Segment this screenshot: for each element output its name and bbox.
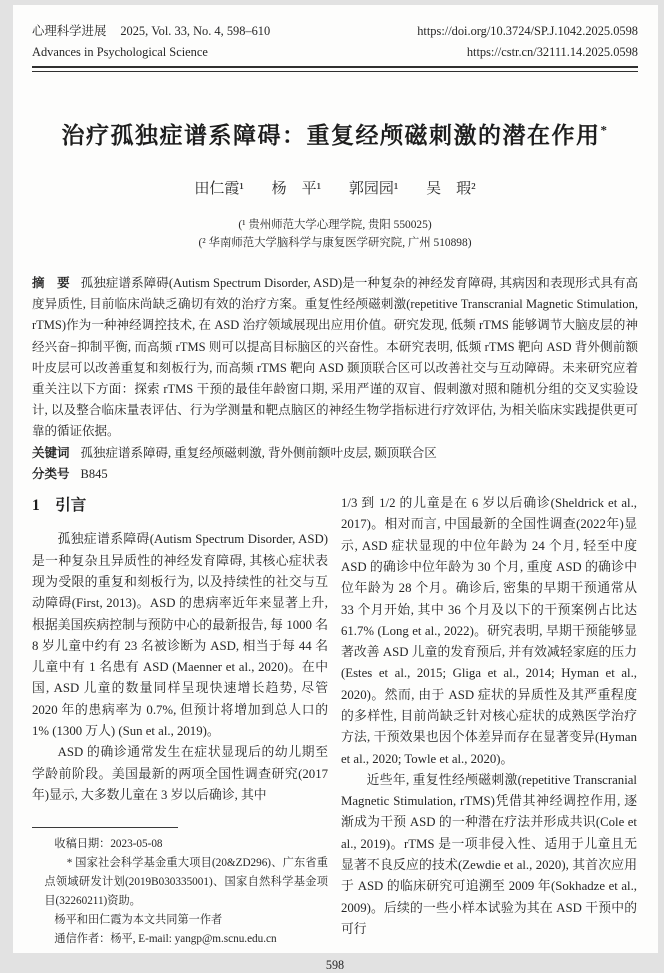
classification-line [32,464,638,485]
footnote-block [32,827,328,949]
intro-paragraph-1: 孤独症谱系障碍(Autism Spectrum Disorder, ASD)是一种复杂且异质性的神经发育障碍, 其核心症状表现为受限的重复和刻板行为, 以及持续性的社交与互动障碍(First, 2013)。ASD 的患病率近年来显著上升, 根据美国疾病控制与预防中心的最新报告, 每 1000 名 8 岁儿童中约有 23 名被诊断为 ASD, 相当于每 44 名儿童中有 1 名患有 ASD (Maenner et al., 2020)。在中国, ASD 儿童的数量同样呈现快速增长趋势, 尽管 2020 年的患病率为 0.7%, 但预计将增加到总人口的 1% (1300 万人) (Sun et al., 2019)。 [32,532,328,738]
classification-value: B845 [80,466,108,481]
footnote-corresponding-author: 通信作者：杨平, E-mail: yangp@m.scnu.edu.cn [54,933,277,946]
header-divider-rule [32,66,638,72]
intro-paragraph-4: 近些年, 重复性经颅磁刺激(repetitive Transcranial Magnetic Stimulation, rTMS)凭借其神经调控作用, 逐渐成为干预 ASD 的一种潜在疗法并形成共识(Cole et al., 2019)。rTMS 是一项非侵入性、适用于儿童且无显著不良反应的技术(Zewdie et al., 2020), 其首次应用于 ASD 的临床研究可追溯至 2009 年(Sokhadze et al., 2009)。后续的一些小样本试验为其在 ASD 干预中的可行 [341,772,637,936]
left-column [32,493,328,949]
footnote-received-date: 收稿日期：2023-05-08 [54,838,163,851]
authors-row [32,177,638,198]
title-footnote-mark: * [600,122,609,138]
classification-label: 分类号 [32,466,70,481]
keywords-text: 孤独症谱系障碍, 重复经颅磁刺激, 背外侧前额叶皮层, 颞顶联合区 [80,445,437,460]
affiliation-line: (¹ 贵州师范大学心理学院, 贵阳 550025) [238,219,432,231]
abstract [32,273,638,443]
journal-header [32,21,638,63]
intro-paragraph-3: 1/3 到 1/2 的儿童是在 6 岁以后确诊(Sheldrick et al., 2017)。相对而言, 中国最新的全国性调查(2022年)显示, ASD 症状显现的中位年龄为 24 个月, 轻至中度 ASD 的确诊中位年龄为 30 个月, 重度 ASD 的确诊中位年龄为 28 个月。确诊后, 密集的早期干预通常从 33 个月开始, 其中 36 个月及以下的干预案例占比达 61.7% (Long et al., 2022)。研究表明, 早期干预能够显著改善 ASD 儿童的发育预后, 并有效减轻家庭的压力(Estes et al., 2015; Gliga et al., 2014; Hyman et al., 2020)。然而, 由于 ASD 症状的异质性及其严重程度的多样性, 目前尚缺乏针对核心症状的成熟医学治疗方法, 干预效果也因个体差异而存在显著变异(Hyman et al., 2020; Towle et al., 2020)。 [341,496,637,766]
author-name: 田仁霞¹ [194,181,244,197]
doi-url: https://doi.org/10.3724/SP.J.1042.2025.0598 [417,24,638,38]
journal-header-right [417,21,638,63]
affiliation-line: (² 华南师范大学脑科学与康复医学研究院, 广州 510898) [198,236,472,249]
abstract-label: 摘 要 [32,276,70,290]
author-name: 杨 平¹ [271,181,322,197]
page-number: 598 [325,958,345,973]
keywords-label: 关键词 [32,445,70,460]
paper-page [13,5,658,973]
affiliations [32,217,638,252]
paper-title-text: 治疗孤独症谱系障碍：重复经颅磁刺激的潜在作用 [61,123,601,148]
journal-name-en: Advances in Psychological Science [32,45,208,59]
author-name: 郭园园¹ [348,181,399,197]
abstract-text: 孤独症谱系障碍(Autism Spectrum Disorder, ASD)是一种复杂的神经发育障碍, 其病因和表现形式具有高度异质性, 目前临床尚缺乏确切有效的治疗方案。重复性经颅磁刺激(repetitive Transcranial Magnetic Stimulation, rTMS)作为一种神经调控技术, 在 ASD 治疗领域展现出应用价值。研究发现, 低频 rTMS 能够调节大脑皮层的神经兴奋−抑制平衡, 而高频 rTMS 则可以提高目标脑区的兴奋性。本研究表明, 低频 rTMS 靶向 ASD 背外侧前额叶皮层可以改善重复和刻板行为, 而高频 rTMS 靶向 ASD 颞顶联合区可以改善社交与互动障碍。未来研究应着重关注以下方面：探索 rTMS 干预的最佳年龄窗口期, 采用严谨的双盲、假刺激对照和随机分组的交叉实验设计, 以及整合临床量表评估、行为学测量和靶点脑区的神经生物学指标进行疗效评估, 为相关临床实践提供更可靠的循证依据。 [32,276,638,439]
journal-header-left [32,21,284,63]
right-column [341,493,637,949]
footnote-divider [32,827,178,828]
journal-name-cn: 心理科学进展 [32,24,107,38]
section-heading: 1 引言 [32,497,87,515]
intro-paragraph-2: ASD 的确诊通常发生在症状显现后的幼儿期至学龄前阶段。美国最新的两项全国性调查研究(2017年)显示, 大多数儿童在 3 岁以后确诊, 其中 [32,745,328,802]
author-name: 吴 瑕² [426,181,476,197]
footnote-co-first-author: 杨平和田仁霞为本文共同第一作者 [54,914,223,927]
two-column-body [32,493,638,949]
footnote-funding: * 国家社会科学基金重大项目(20&ZD296)、广东省重点领域研发计划(2019B030335001)、国家自然科学基金项目(32260211)资助。 [44,857,328,908]
paper-title [32,117,638,150]
cstr-url: https://cstr.cn/32111.14.2025.0598 [466,45,638,59]
journal-issue-info: 2025, Vol. 33, No. 4, 598–610 [120,24,271,38]
keywords-line [32,443,638,464]
